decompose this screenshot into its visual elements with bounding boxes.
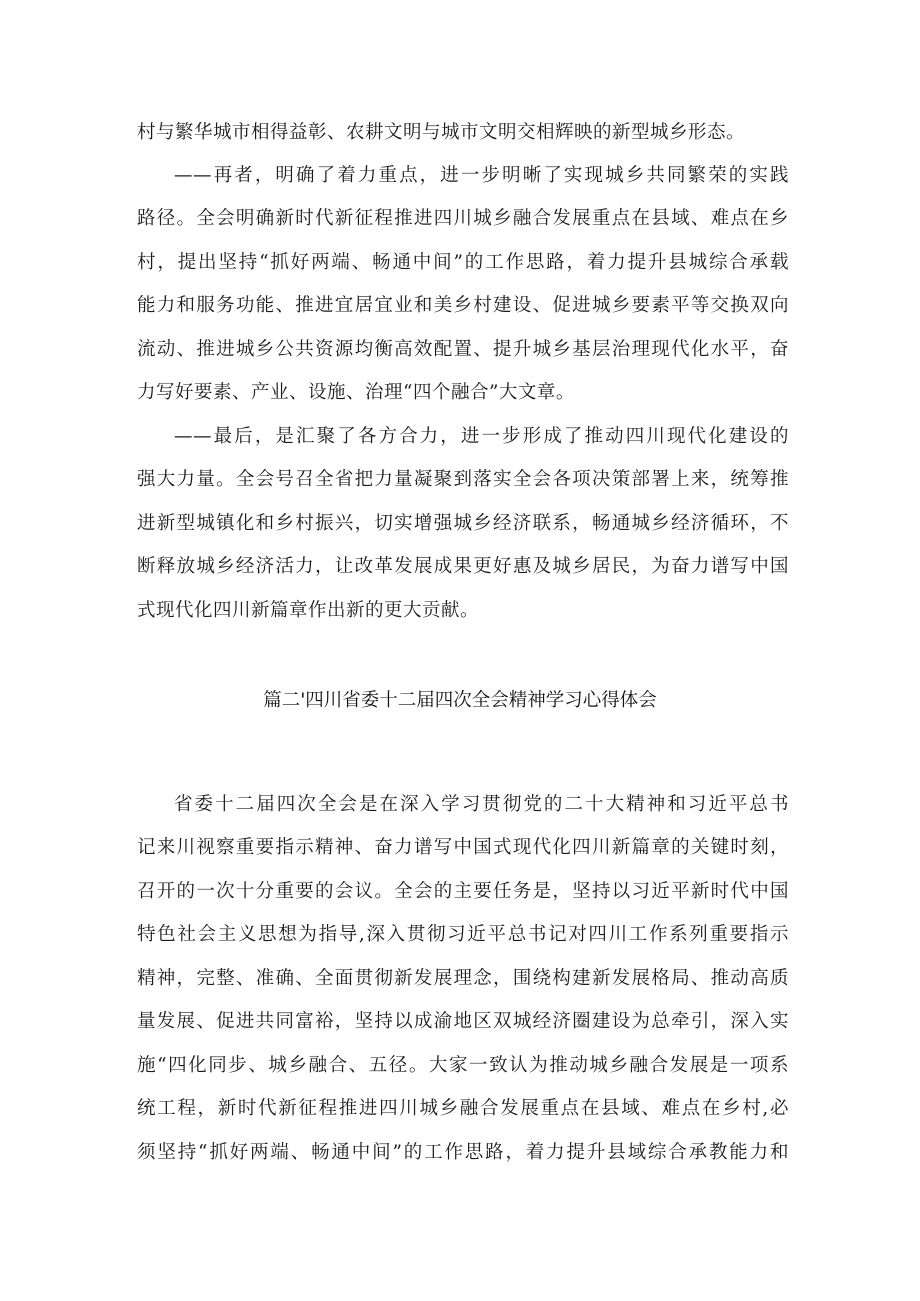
- paragraph-line: 流动、推进城乡公共资源均衡高效配置、提升城乡基层治理现代化水平，奋: [137, 339, 789, 360]
- paragraph-line: ——再者，明确了着力重点，进一步明晰了实现城乡共同繁荣的实践: [174, 165, 789, 186]
- paragraph-line: 断释放城乡经济活力，让改革发展成果更好惠及城乡居民，为奋力谱写中国: [137, 556, 789, 577]
- paragraph-line: 能力和服务功能、推进宜居宜业和美乡村建设、促进城乡要素平等交换双向: [137, 295, 789, 316]
- section-heading: 篇二'四川省委十二届四次全会精神学习心得体会: [263, 690, 657, 711]
- paragraph-line: 特色社会主义思想为指导,深入贯彻习近平总书记对四川工作系列重要指示: [137, 924, 789, 945]
- paragraph-line: 村与繁华城市相得益彰、农耕文明与城市文明交相辉映的新型城乡形态。: [137, 122, 746, 143]
- paragraph-line: 记来川视察重要指示精神、奋力谱写中国式现代化四川新篇章的关键时刻，: [137, 837, 789, 858]
- paragraph-line: 施“四化同步、城乡融合、五径。大家一致认为推动城乡融合发展是一项系: [137, 1055, 789, 1076]
- paragraph-line: 精神，完整、准确、全面贯彻新发展理念，围绕构建新发展格局、推动高质: [137, 968, 789, 989]
- paragraph-line: 量发展、促进共同富裕，坚持以成渝地区双城经济圈建设为总牵引，深入实: [137, 1011, 789, 1032]
- paragraph-line: 路径。全会明确新时代新征程推进四川城乡融合发展重点在县域、难点在乡: [137, 208, 789, 229]
- paragraph-line: 召开的一次十分重要的会议。全会的主要任务是，坚持以习近平新时代中国: [137, 881, 789, 902]
- paragraph-line: 力写好要素、产业、设施、治理“四个融合”大文章。: [137, 382, 575, 403]
- paragraph-line: ——最后，是汇聚了各方合力，进一步形成了推动四川现代化建设的: [174, 426, 789, 447]
- paragraph-line: 省委十二届四次全会是在深入学习贯彻党的二十大精神和习近平总书: [174, 794, 789, 815]
- paragraph-line: 统工程，新时代新征程推进四川城乡融合发展重点在县域、难点在乡村,必: [137, 1098, 789, 1119]
- paragraph-line: 进新型城镇化和乡村振兴，切实增强城乡经济联系，畅通城乡经济循环，不: [137, 513, 789, 534]
- paragraph-line: 式现代化四川新篇章作出新的更大贡献。: [137, 600, 480, 621]
- paragraph-line: 须坚持“抓好两端、畅通中间”的工作思路，着力提升县域综合承教能力和: [137, 1142, 789, 1163]
- paragraph-line: 村，提出坚持“抓好两端、畅通中间”的工作思路，着力提升县城综合承载: [137, 252, 789, 273]
- paragraph-line: 强大力量。全会号召全省把力量凝聚到落实全会各项决策部署上来，统筹推: [137, 469, 789, 490]
